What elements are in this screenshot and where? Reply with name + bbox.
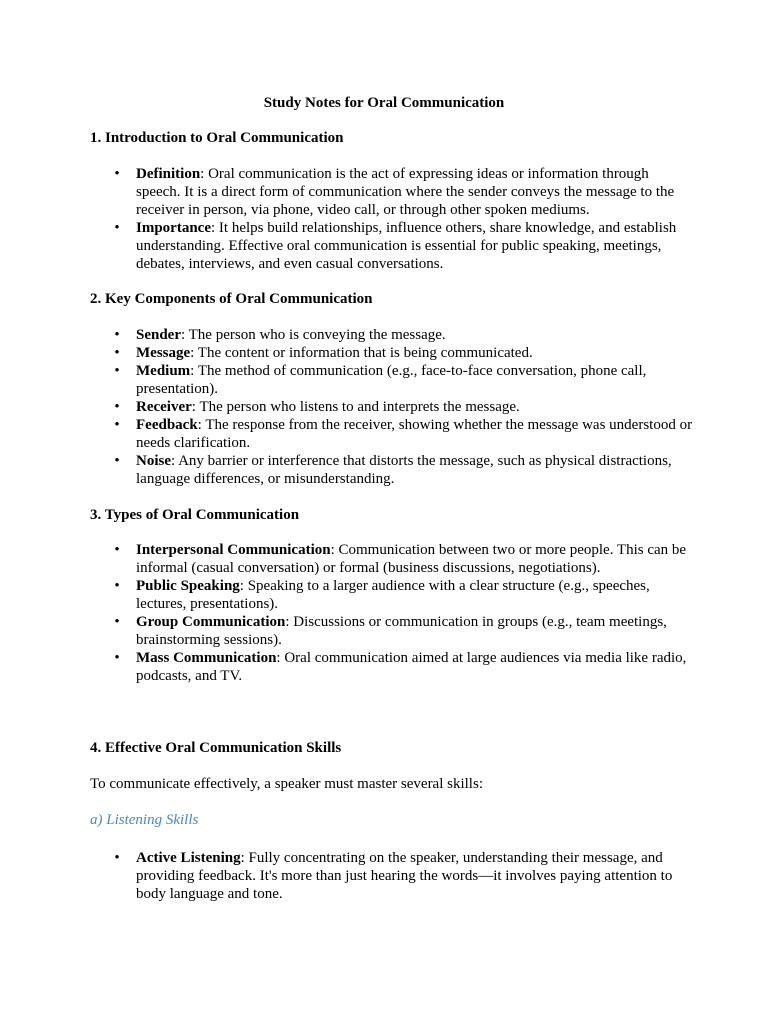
list-item (114, 416, 696, 452)
item-text: : Oral communication aimed at large audiences via media like radio, podcasts, and TV. (136, 650, 687, 684)
bullet-icon: • (114, 850, 120, 866)
list-item (114, 344, 696, 362)
item-text: : Communication between two or more people. This can be informal (casual conversation) or formal (business discussions, negotiations). (136, 542, 687, 576)
section-4-list (114, 849, 696, 903)
section-2-heading: 2. Key Components of Oral Communication (90, 291, 373, 307)
item-term: Medium (136, 363, 191, 379)
item-term: Sender (136, 327, 181, 343)
list-item (114, 362, 696, 398)
section-1-list (114, 165, 696, 273)
bullet-icon: • (114, 650, 120, 666)
item-text: : The person who listens to and interprets the message. (191, 399, 520, 415)
item-text: : Speaking to a larger audience with a clear structure (e.g., speeches, lectures, presentations). (136, 578, 650, 612)
item-text: : The response from the receiver, showing whether the message was understood or needs clarification. (136, 417, 693, 451)
bullet-icon: • (114, 166, 120, 182)
item-term: Message (136, 345, 191, 361)
bullet-icon: • (114, 542, 120, 558)
list-item (114, 849, 696, 903)
item-term: Feedback (136, 417, 198, 433)
bullet-icon: • (114, 220, 120, 236)
list-item (114, 452, 696, 488)
bullet-icon: • (114, 578, 120, 594)
section-2-list (114, 326, 696, 488)
section-4-heading: 4. Effective Oral Communication Skills (90, 740, 342, 756)
bullet-icon: • (114, 363, 120, 379)
item-text: : The content or information that is being communicated. (190, 345, 533, 361)
item-text: : It helps build relationships, influence others, share knowledge, and establish understanding. Effective oral communication is essential for public speaking, meetings, debates, interviews, and even casual conversations. (136, 220, 677, 272)
bullet-icon: • (114, 345, 120, 361)
list-item (114, 541, 696, 577)
list-item (114, 219, 696, 273)
bullet-icon: • (114, 614, 120, 630)
list-item (114, 398, 696, 416)
list-item (114, 613, 696, 649)
item-term: Group Communication (136, 614, 286, 630)
item-text: : Fully concentrating on the speaker, understanding their message, and providing feedback. It's more than just hearing the words—it involves paying attention to body language and tone. (136, 850, 673, 902)
item-term: Definition (136, 166, 201, 182)
section-3-heading: 3. Types of Oral Communication (90, 507, 300, 523)
list-item (114, 165, 696, 219)
item-term: Mass Communication (136, 650, 277, 666)
list-item (114, 326, 696, 344)
bullet-icon: • (114, 327, 120, 343)
section-3-list (114, 541, 696, 685)
item-text: : Any barrier or interference that distorts the message, such as physical distractions, language differences, or misunderstanding. (136, 453, 672, 487)
bullet-icon: • (114, 453, 120, 469)
item-term: Importance (136, 220, 211, 236)
item-term: Interpersonal Communication (136, 542, 331, 558)
list-item (114, 649, 696, 685)
section-1-heading: 1. Introduction to Oral Communication (90, 130, 344, 146)
item-term: Receiver (136, 399, 192, 415)
bullet-icon: • (114, 399, 120, 415)
item-text: : The person who is conveying the message. (181, 327, 446, 343)
item-text: : Discussions or communication in groups (e.g., team meetings, brainstorming sessions). (136, 614, 667, 648)
item-text: : The method of communication (e.g., face-to-face conversation, phone call, presentation). (136, 363, 647, 397)
section-4-intro: To communicate effectively, a speaker must master several skills: (90, 776, 483, 792)
page-title: Study Notes for Oral Communication (263, 95, 505, 111)
list-item (114, 577, 696, 613)
listening-skills-subheading: a) Listening Skills (90, 812, 199, 828)
item-text: : Oral communication is the act of expressing ideas or information through speech. It is a direct form of communication where the sender conveys the message to the receiver in person, via phone, video call, or through other spoken mediums. (136, 166, 675, 218)
item-term: Noise (136, 453, 171, 469)
item-term: Active Listening (136, 850, 241, 866)
item-term: Public Speaking (136, 578, 240, 594)
bullet-icon: • (114, 417, 120, 433)
